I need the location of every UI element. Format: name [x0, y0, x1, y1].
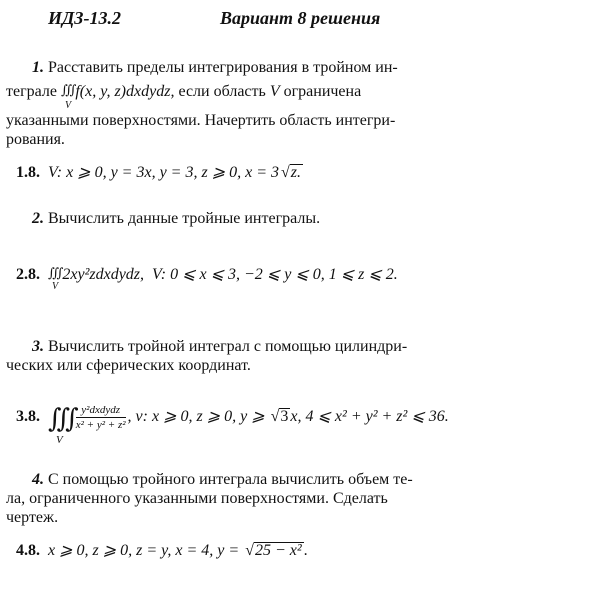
problem-3-8-fraction [76, 404, 126, 431]
integral-domain-label: V [52, 281, 59, 292]
problem-4-8 [16, 540, 308, 560]
integral-domain-label: V [64, 100, 72, 111]
task-4-text-line-1: С помощью тройного интеграла вычислить объем те- [48, 471, 413, 488]
task-1-text-line-2b: если область [178, 83, 266, 100]
task-3-text-line-1: Вычислить тройной интеграл с помощью цилиндри- [48, 338, 408, 355]
task-4-text-line-2: ла, ограниченного указанными поверхностями. Сделать [6, 490, 388, 507]
task-1-text-line-2c: ограничена [283, 83, 362, 100]
problem-3-8-radicand: 3 [280, 408, 289, 426]
problem-2-8-region: V: 0 ⩽ x ⩽ 3, −2 ⩽ y ⩽ 0, 1 ⩽ z ⩽ 2. [152, 266, 398, 283]
triple-integral-symbol: ∭ V [48, 404, 72, 447]
problem-3-8-number: 3.8. [16, 408, 40, 426]
fraction-denominator: x² + y² + z² [75, 419, 126, 431]
assignment-code: ИДЗ-13.2 [48, 8, 121, 28]
problem-1-8 [16, 162, 303, 182]
task-3-number: 3. [32, 338, 44, 355]
triple-integral-symbol: ∭ V [61, 80, 73, 99]
problem-4-8-radicand: 25 − x² [254, 542, 302, 559]
variant-title: Вариант 8 решения [220, 8, 381, 28]
sqrt-sign: √ [281, 164, 290, 181]
sqrt-sign: √ [245, 542, 254, 559]
integral-domain-label: V [56, 434, 63, 447]
problem-2-8-number: 2.8. [16, 266, 40, 283]
problem-4-8-number: 4.8. [16, 542, 40, 559]
task-4-statement [6, 470, 594, 527]
task-1-integrand: f(x, y, z)dxdydz, [75, 83, 175, 100]
task-1-number: 1. [32, 59, 44, 76]
task-1-region-V: V [269, 83, 280, 100]
task-4-text-line-3: чертеж. [6, 509, 59, 526]
problem-2-8-integrand: 2xy²zdxdydz, [62, 266, 145, 283]
task-1-text-line-3: указанными поверхностями. Начертить область интегри- [6, 112, 396, 129]
task-3-text-line-2: ческих или сферических координат. [6, 357, 251, 374]
task-4-number: 4. [32, 471, 44, 488]
task-2-text: Вычислить данные тройные интегралы. [48, 210, 321, 227]
task-2-statement [6, 209, 594, 228]
sqrt-sign: √ [270, 408, 280, 426]
problem-1-8-number: 1.8. [16, 164, 40, 181]
problem-3-8-conditions-b: x, 4 ⩽ x² + y² + z² ⩽ 36. [290, 408, 449, 426]
fraction-numerator: y²dxdydz [76, 404, 126, 418]
problem-1-8-conditions: V: x ⩾ 0, y = 3x, y = 3, z ⩾ 0, x = 3 [48, 164, 279, 181]
task-1-text-line-4: рования. [6, 131, 65, 148]
task-3-statement [6, 337, 594, 375]
problem-3-8 [16, 404, 449, 447]
problem-4-8-end: . [303, 542, 308, 559]
problem-2-8 [16, 264, 398, 292]
task-2-number: 2. [32, 210, 44, 227]
problem-3-8-conditions-a: , v: x ⩾ 0, z ⩾ 0, y ⩾ [127, 408, 269, 426]
problem-4-8-conditions: x ⩾ 0, z ⩾ 0, z = y, x = 4, y = [48, 542, 244, 559]
triple-integral-symbol: ∭ V [48, 265, 61, 292]
task-1-statement [6, 58, 594, 149]
task-1-text-line-2a: теграле [6, 83, 57, 100]
problem-1-8-radicand: z. [290, 164, 302, 181]
task-1-text-line-1: Расставить пределы интегрирования в тройном ин- [48, 59, 398, 76]
